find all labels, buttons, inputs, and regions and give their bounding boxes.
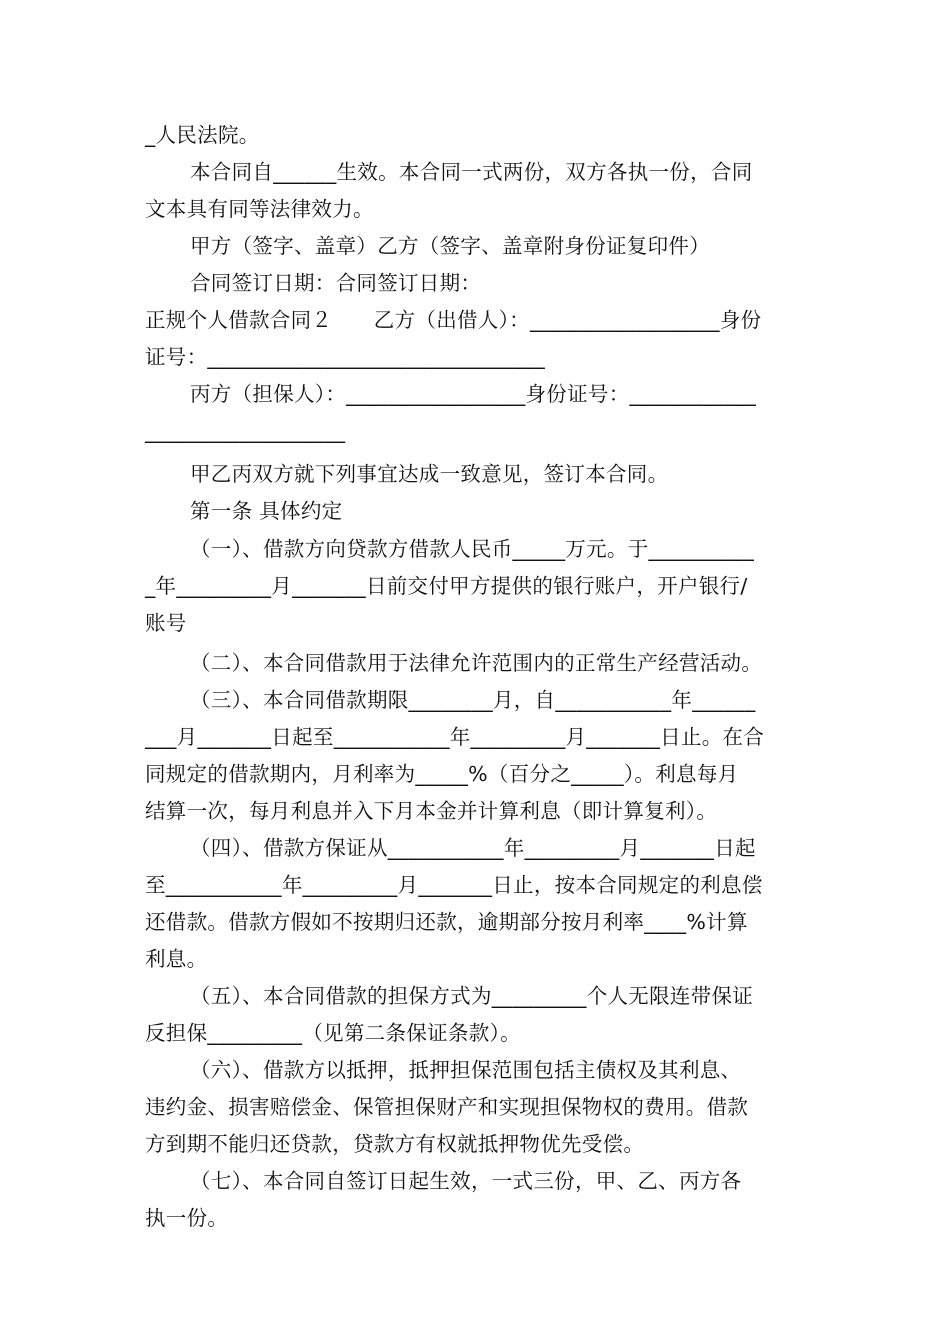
text-line: 第一条 具体约定 <box>190 499 343 523</box>
text-line: （五）、本合同借款的担保方式为_________个人无限连带保证 <box>190 984 754 1008</box>
text-line: 丙方（担保人）：_________________身份证号：____________ <box>190 382 757 406</box>
text-line: （二）、本合同借款用于法律允许范围内的正常生产经营活动。 <box>190 651 763 675</box>
text-line: ___月_______日起至___________年_________月_______日止。在合 <box>145 725 765 749</box>
text-line: 执一份。 <box>145 1206 229 1230</box>
text-line: 结算一次，每月利息并入下月本金并计算利息（即计算复利）。 <box>145 799 718 823</box>
text-line: _年_________月_______日前交付甲方提供的银行账户，开户银行/ <box>145 574 748 598</box>
text-line: 正规个人借款合同２ 乙方（出借人）：__________________身份 <box>145 308 762 332</box>
text-line: （四）、借款方保证从___________年_________月_______日起 <box>190 836 756 860</box>
text-line: （三）、本合同借款期限________月，自___________年______ <box>190 688 756 712</box>
text-line: （七）、本合同自签订日起生效，一式三份，甲、乙、丙方各 <box>190 1169 742 1193</box>
text-line: 利息。 <box>145 947 208 971</box>
text-line: 反担保_________（见第二条保证条款）。 <box>145 1021 521 1045</box>
text-line: 甲方（签字、盖章）乙方（签字、盖章附身份证复印件） <box>190 234 710 258</box>
text-line: 本合同自______生效。本合同一式两份，双方各执一份，合同 <box>190 160 753 184</box>
text-line: 文本具有同等法律效力。 <box>145 197 374 221</box>
text-line: 还借款。借款方假如不按期归还款，逾期部分按月利率____%计算 <box>145 910 748 934</box>
text-line: 违约金、损害赔偿金、保管担保财产和实现担保物权的费用。借款 <box>145 1095 749 1119</box>
text-line: （六）、借款方以抵押，抵押担保范围包括主债权及其利息、 <box>190 1058 742 1082</box>
text-line: 甲乙丙双方就下列事宜达成一致意见，签订本合同。 <box>190 462 669 486</box>
text-line: 至___________年_________月_______日止，按本合同规定的利息偿 <box>145 873 763 897</box>
document-body <box>145 117 815 1237</box>
text-line: 方到期不能归还贷款，贷款方有权就抵押物优先受偿。 <box>145 1132 645 1156</box>
text-line: 账号 <box>145 611 187 635</box>
text-line: ___________________ <box>145 419 346 443</box>
text-line: 证号：________________________________ <box>145 345 545 369</box>
text-line: 同规定的借款期内，月利率为_____%（百分之_____）。利息每月 <box>145 762 739 786</box>
text-line: 合同签订日期：合同签订日期： <box>190 271 482 295</box>
text-line: （一）、借款方向贷款方借款人民币_____万元。于__________ <box>190 537 754 561</box>
text-line: _人民法院。 <box>145 123 260 147</box>
